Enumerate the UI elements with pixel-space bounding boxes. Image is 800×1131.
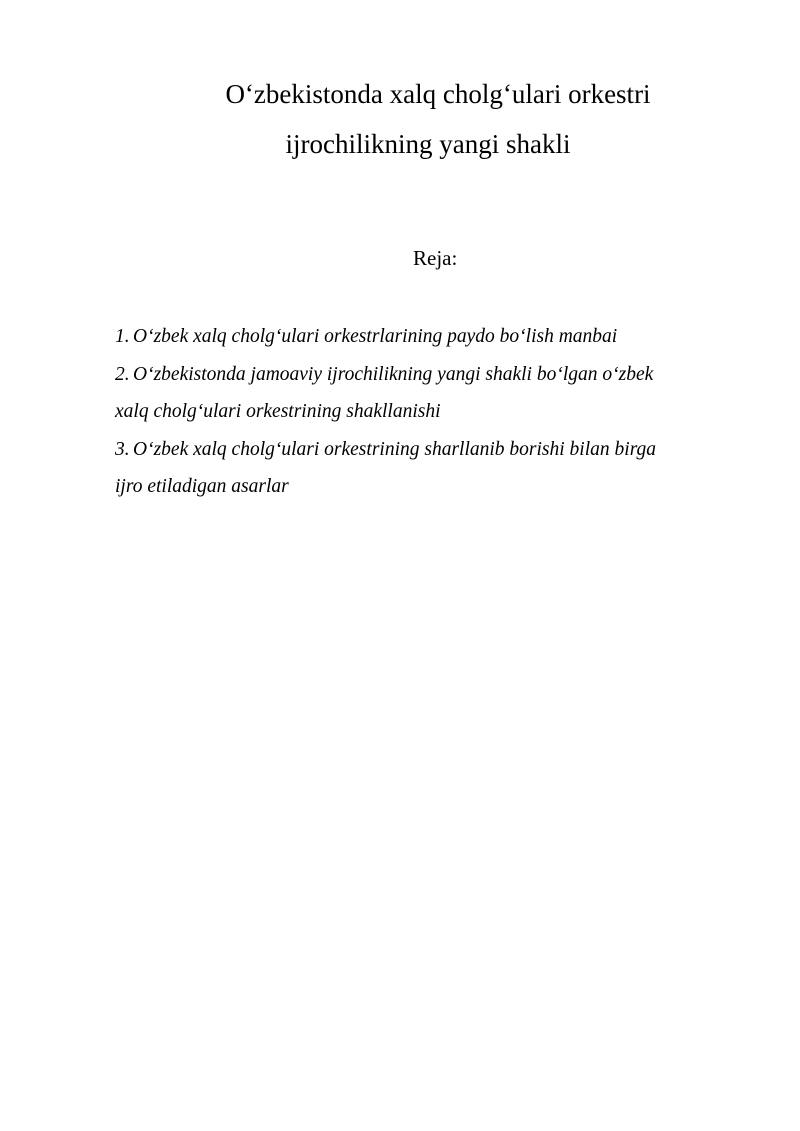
- plan-item-number: 1.: [115, 326, 130, 347]
- document-title-line-2: ijrochilikning yangi shakli: [285, 129, 571, 159]
- plan-item-2: [115, 356, 725, 394]
- plan-item-text: O‘zbekistonda jamoaviy ijrochilikning yangi shakli bo‘lgan o‘zbek: [133, 363, 654, 385]
- plan-item-2-continuation: xalq cholg‘ulari orkestrining shakllanishi: [115, 401, 441, 422]
- document-title-line-1: O‘zbekistonda xalq cholg‘ulari orkestri: [225, 79, 651, 109]
- plan-item-3-continuation: ijro etiladigan asarlar: [115, 476, 289, 497]
- plan-item-number: 2.: [115, 363, 130, 385]
- plan-heading: Reja:: [413, 246, 458, 270]
- plan-item-3: [115, 431, 725, 469]
- plan-list: [115, 318, 725, 506]
- plan-item-text: O‘zbek xalq cholg‘ulari orkestrining sharllanib borishi bilan birga: [133, 438, 657, 460]
- plan-item-number: 3.: [115, 438, 130, 460]
- plan-item-text: O‘zbek xalq cholg‘ulari orkestrlarining paydo bo‘lish manbai: [133, 326, 618, 347]
- plan-item-1: [115, 318, 725, 356]
